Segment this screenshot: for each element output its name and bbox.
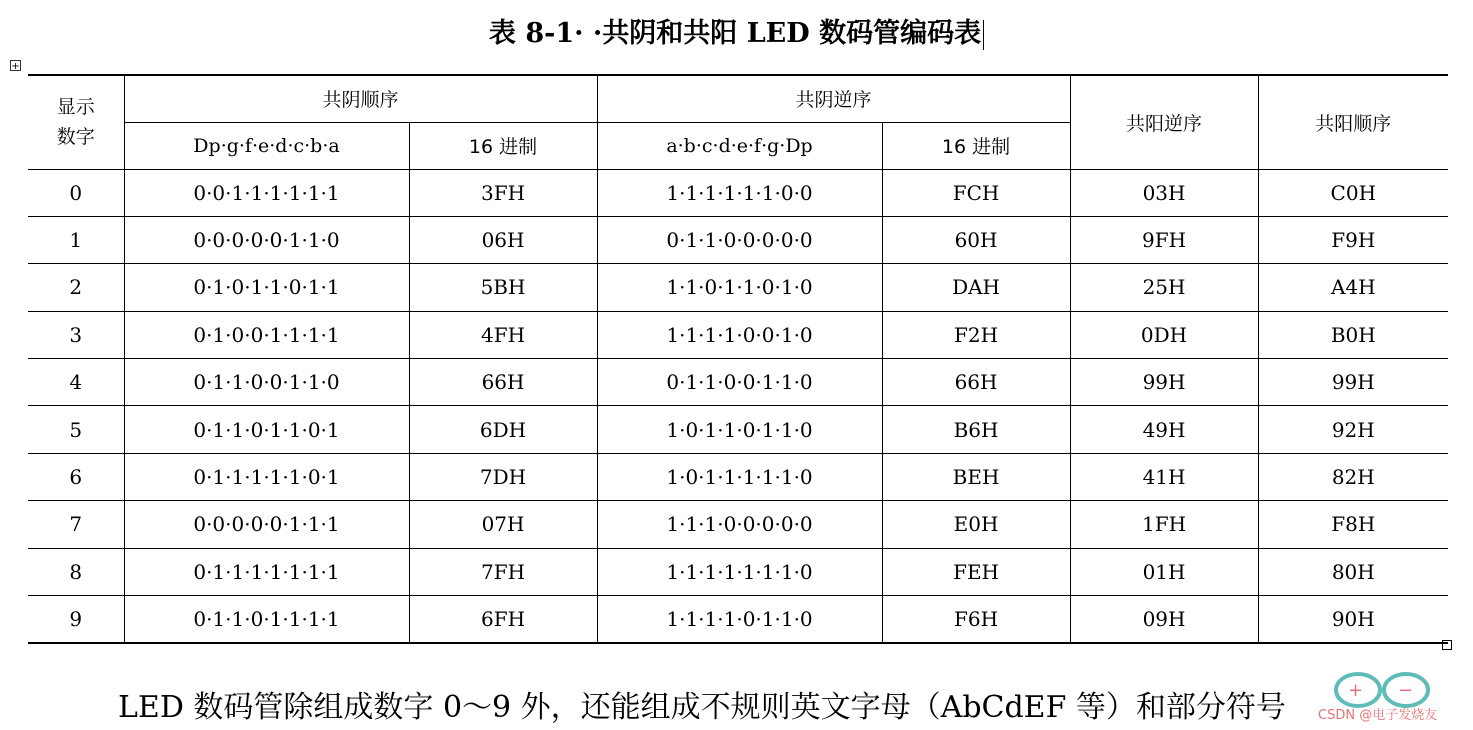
cell-digit: 4: [28, 359, 124, 406]
cell-bits-forward: 0·1·1·1·1·1·1·1: [124, 548, 409, 595]
cell-hex-forward: 07H: [409, 501, 597, 548]
cell-bits-forward: 0·0·0·0·0·1·1·0: [124, 216, 409, 263]
cell-bits-forward: 0·1·1·0·1·1·1·1: [124, 596, 409, 643]
table-row: [28, 264, 1448, 311]
cell-bits-reverse: 1·1·1·1·1·1·0·0: [597, 169, 882, 216]
cell-ca-forward: 99H: [1258, 359, 1448, 406]
table-row: [28, 169, 1448, 216]
cell-ca-forward: 92H: [1258, 406, 1448, 453]
cell-bits-reverse: 1·1·1·1·0·1·1·0: [597, 596, 882, 643]
cell-bits-reverse: 1·1·1·1·1·1·1·0: [597, 548, 882, 595]
cell-bits-forward: 0·1·0·0·1·1·1·1: [124, 311, 409, 358]
cell-bits-forward: 0·1·0·1·1·0·1·1: [124, 264, 409, 311]
cell-hex-reverse: 66H: [882, 359, 1070, 406]
cell-bits-forward: 0·1·1·0·0·1·1·0: [124, 359, 409, 406]
cell-hex-reverse: DAH: [882, 264, 1070, 311]
cell-ca-forward: F9H: [1258, 216, 1448, 263]
cell-bits-reverse: 1·1·1·0·0·0·0·0: [597, 501, 882, 548]
cell-bits-forward: 0·0·0·0·0·1·1·1: [124, 501, 409, 548]
svg-text:−: −: [1398, 680, 1414, 701]
header-hex-forward: 16 进制: [409, 122, 597, 169]
cell-ca-reverse: 01H: [1070, 548, 1258, 595]
cell-hex-forward: 4FH: [409, 311, 597, 358]
text-cursor: [983, 20, 984, 50]
cell-ca-reverse: 0DH: [1070, 311, 1258, 358]
cell-ca-reverse: 03H: [1070, 169, 1258, 216]
cell-hex-forward: 6FH: [409, 596, 597, 643]
cell-hex-forward: 6DH: [409, 406, 597, 453]
led-code-table: [28, 74, 1448, 644]
cell-ca-reverse: 09H: [1070, 596, 1258, 643]
cell-bits-forward: 0·1·1·1·1·1·0·1: [124, 453, 409, 500]
header-bits-forward: Dp·g·f·e·d·c·b·a: [124, 122, 409, 169]
cell-bits-forward: 0·0·1·1·1·1·1·1: [124, 169, 409, 216]
move-handle-icon[interactable]: +: [11, 61, 20, 72]
cell-ca-forward: F8H: [1258, 501, 1448, 548]
table-row: [28, 548, 1448, 595]
cell-hex-reverse: FCH: [882, 169, 1070, 216]
cell-digit: 3: [28, 311, 124, 358]
cell-ca-reverse: 41H: [1070, 453, 1258, 500]
cell-ca-forward: 90H: [1258, 596, 1448, 643]
cell-bits-reverse: 1·0·1·1·0·1·1·0: [597, 406, 882, 453]
cell-hex-reverse: F2H: [882, 311, 1070, 358]
cell-hex-reverse: FEH: [882, 548, 1070, 595]
paragraph-mark-icon: [1442, 640, 1452, 650]
header-ca-reverse: 共阳逆序: [1070, 75, 1258, 169]
cell-ca-reverse: 9FH: [1070, 216, 1258, 263]
cell-digit: 7: [28, 501, 124, 548]
table-row: [28, 596, 1448, 643]
table-row: [28, 216, 1448, 263]
table-row: [28, 359, 1448, 406]
cell-digit: 2: [28, 264, 124, 311]
cell-ca-forward: 80H: [1258, 548, 1448, 595]
cell-ca-reverse: 25H: [1070, 264, 1258, 311]
watermark-text: CSDN @电子发烧友: [1318, 708, 1438, 723]
cell-ca-forward: A4H: [1258, 264, 1448, 311]
watermark: [1318, 660, 1468, 724]
cell-hex-reverse: B6H: [882, 406, 1070, 453]
table-caption: [0, 14, 1473, 54]
body-paragraph: LED 数码管除组成数字 0～9 外，还能组成不规则英文字母（AbCdEF 等）和部分符号: [118, 690, 1286, 725]
cell-hex-reverse: F6H: [882, 596, 1070, 643]
table-row: [28, 406, 1448, 453]
header-hex-reverse: 16 进制: [882, 122, 1070, 169]
cell-ca-forward: B0H: [1258, 311, 1448, 358]
cell-ca-reverse: 99H: [1070, 359, 1258, 406]
table-body: [28, 169, 1448, 643]
cell-hex-reverse: E0H: [882, 501, 1070, 548]
cell-digit: 9: [28, 596, 124, 643]
cell-hex-forward: 3FH: [409, 169, 597, 216]
header-cc-reverse: 共阴逆序: [597, 75, 1070, 122]
table-row: [28, 453, 1448, 500]
cell-hex-forward: 06H: [409, 216, 597, 263]
table-row: [28, 501, 1448, 548]
cell-bits-forward: 0·1·1·0·1·1·0·1: [124, 406, 409, 453]
cell-ca-forward: C0H: [1258, 169, 1448, 216]
header-display-digit: 显示数字: [28, 75, 124, 169]
cell-bits-reverse: 1·1·1·1·0·0·1·0: [597, 311, 882, 358]
cell-ca-forward: 82H: [1258, 453, 1448, 500]
header-bits-reverse: a·b·c·d·e·f·g·Dp: [597, 122, 882, 169]
header-cc-forward: 共阴顺序: [124, 75, 597, 122]
cell-bits-reverse: 0·1·1·0·0·1·1·0: [597, 359, 882, 406]
cell-ca-reverse: 1FH: [1070, 501, 1258, 548]
svg-text:+: +: [1348, 680, 1364, 701]
cell-bits-reverse: 1·0·1·1·1·1·1·0: [597, 453, 882, 500]
cell-digit: 6: [28, 453, 124, 500]
cell-hex-reverse: BEH: [882, 453, 1070, 500]
cell-bits-reverse: 0·1·1·0·0·0·0·0: [597, 216, 882, 263]
table-row: [28, 311, 1448, 358]
cell-digit: 0: [28, 169, 124, 216]
cell-ca-reverse: 49H: [1070, 406, 1258, 453]
cell-digit: 5: [28, 406, 124, 453]
header-ca-forward: 共阳顺序: [1258, 75, 1448, 169]
cell-digit: 1: [28, 216, 124, 263]
table-caption-text: 表 8-1· ·共阴和共阳 LED 数码管编码表: [488, 18, 982, 49]
cell-hex-forward: 5BH: [409, 264, 597, 311]
cell-hex-reverse: 60H: [882, 216, 1070, 263]
cell-bits-reverse: 1·1·0·1·1·0·1·0: [597, 264, 882, 311]
cell-hex-forward: 66H: [409, 359, 597, 406]
header-row-1: [28, 75, 1448, 122]
cell-digit: 8: [28, 548, 124, 595]
cell-hex-forward: 7FH: [409, 548, 597, 595]
cell-hex-forward: 7DH: [409, 453, 597, 500]
